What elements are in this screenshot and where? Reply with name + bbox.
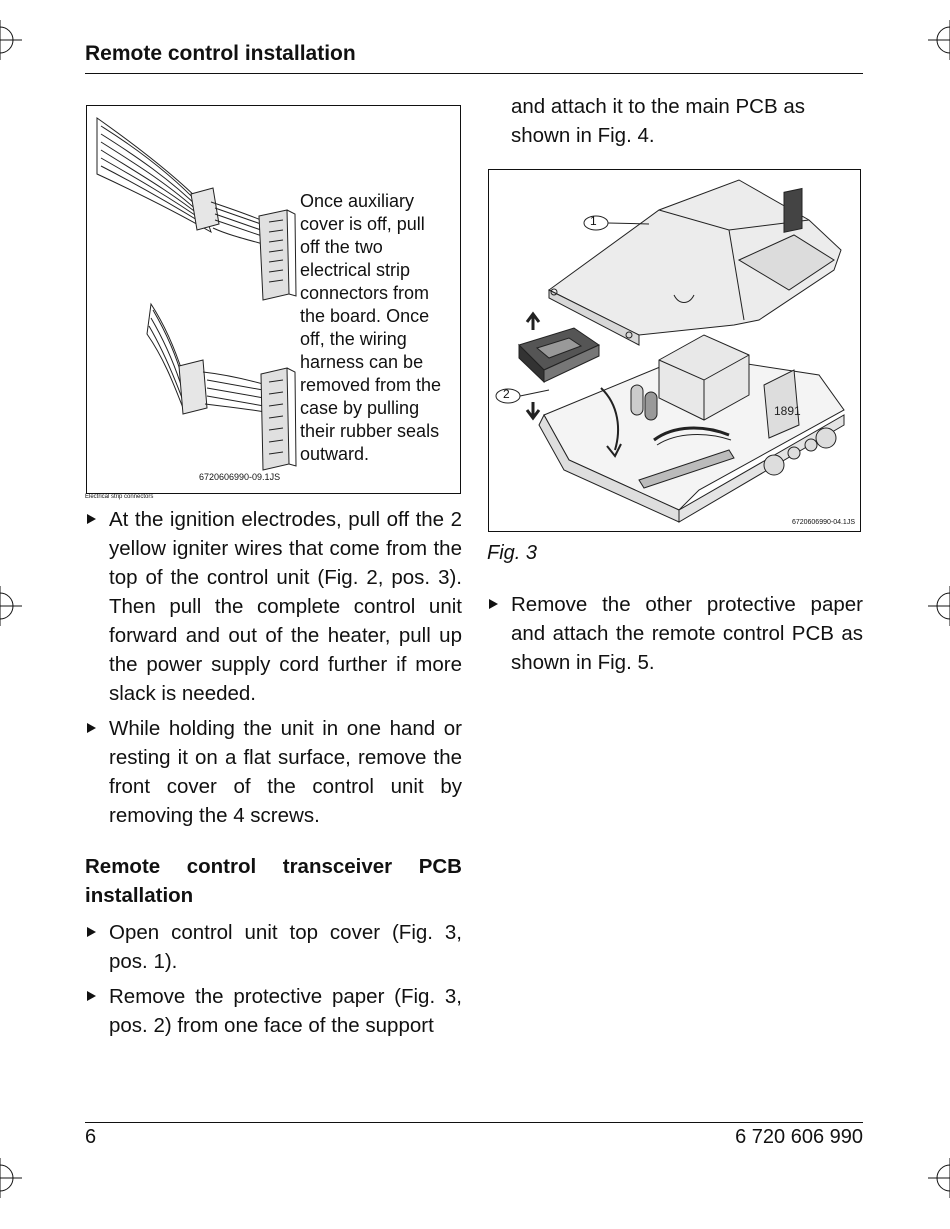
callout-line: cover is off, pull	[300, 214, 425, 234]
list-item	[487, 590, 863, 677]
callout-line: removed from the	[300, 375, 442, 395]
callout-label-1: 1	[590, 214, 597, 228]
list-item-text: Open control unit top cover (Fig. 3, pos. 1).	[109, 921, 462, 973]
registration-mark-top-left	[0, 20, 22, 60]
figure-callout-text	[300, 190, 441, 466]
callout-line: outward.	[300, 444, 370, 464]
bullet-arrow-icon	[87, 991, 96, 1001]
page-number: 6	[85, 1126, 97, 1148]
control-unit-illustration	[489, 170, 860, 531]
continuation-text	[487, 92, 863, 150]
callout-line: Once auxiliary	[300, 191, 415, 211]
right-column-bullets	[487, 590, 863, 683]
svg-text:1891: 1891	[774, 404, 801, 418]
bullet-arrow-icon	[87, 514, 96, 524]
list-item-text: Remove the other protective paper and attach the remote control PCB as shown in Fig. 5.	[511, 593, 863, 674]
left-column	[85, 505, 462, 1046]
registration-mark-mid-right	[928, 586, 950, 626]
list-item-text: Remove the protective paper (Fig. 3, pos. 2) from one face of the support	[109, 985, 462, 1037]
list-item-text: At the ignition electrodes, pull off the 2 yellow igniter wires that come from the top of the control unit (Fig. 2, pos. 3). Then pull the complete control unit forward and out of the heater, pull up the power supply cord further if more slack is needed.	[109, 508, 462, 705]
figure-caption-small: Electrical strip connectors	[85, 494, 154, 500]
figure-electrical-connectors	[86, 105, 461, 494]
page-header-title: Remote control installation	[85, 42, 356, 65]
bullet-arrow-icon	[87, 927, 96, 937]
connector-illustration	[91, 112, 301, 487]
header-rule	[85, 73, 863, 74]
figure-caption: Fig. 3	[487, 542, 538, 564]
figure-image-id: 6720606990-04.1JS	[791, 519, 855, 526]
callout-line: harness can be	[300, 352, 424, 372]
list-item	[85, 714, 462, 830]
registration-mark-top-right	[928, 20, 950, 60]
list-item	[85, 982, 462, 1040]
list-item	[85, 918, 462, 976]
registration-mark-bottom-left	[0, 1158, 22, 1198]
continuation-text-span: and attach it to the main PCB as shown in Fig. 4.	[511, 95, 805, 147]
registration-mark-bottom-right	[928, 1158, 950, 1198]
section-heading: Remote control transceiver PCB installation	[85, 855, 462, 907]
list-item-text: While holding the unit in one hand or resting it on a flat surface, remove the front cover of the control unit by removing the 4 screws.	[109, 717, 462, 827]
figure-image-id: 6720606990-09.1JS	[199, 472, 281, 482]
callout-line: off, the wiring	[300, 329, 407, 349]
bullet-arrow-icon	[489, 599, 498, 609]
callout-line: off the two	[300, 237, 383, 257]
callout-line: connectors from	[300, 283, 430, 303]
callout-line: their rubber seals	[300, 421, 440, 441]
callout-line: electrical strip	[300, 260, 411, 280]
callout-line: the board. Once	[300, 306, 430, 326]
document-number: 6 720 606 990	[735, 1126, 863, 1148]
registration-mark-mid-left	[0, 586, 22, 626]
footer-rule	[85, 1122, 863, 1123]
bullet-arrow-icon	[87, 723, 96, 733]
callout-label-2: 2	[503, 387, 510, 401]
callout-line: case by pulling	[300, 398, 420, 418]
list-item	[85, 505, 462, 708]
figure-3	[488, 169, 861, 532]
